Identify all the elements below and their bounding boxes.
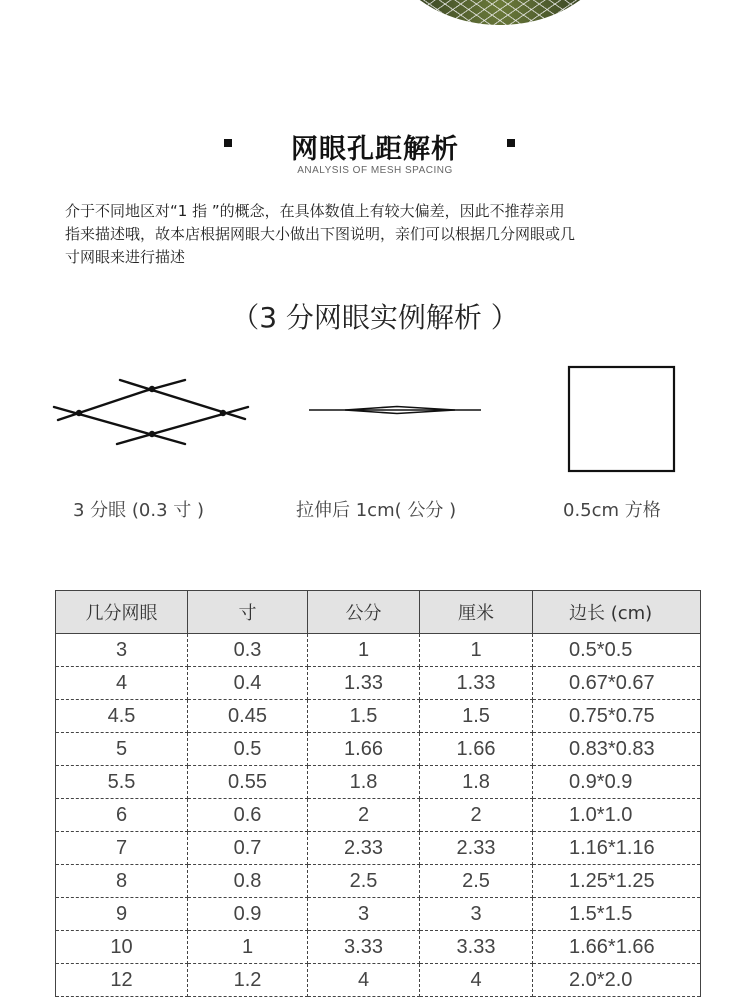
table-cell: 8 <box>56 865 188 898</box>
table-row <box>56 832 701 865</box>
table-cell: 5.5 <box>56 766 188 799</box>
table-cell: 1.16*1.16 <box>533 832 701 865</box>
table-cell: 1 <box>308 634 420 667</box>
table-row <box>56 964 701 997</box>
table-cell: 2.0*2.0 <box>533 964 701 997</box>
table-cell: 4 <box>56 667 188 700</box>
table-cell: 1.33 <box>420 667 533 700</box>
table-cell: 12 <box>56 964 188 997</box>
table-header-row <box>56 591 701 634</box>
table-cell: 1.66 <box>308 733 420 766</box>
table-cell: 1.66 <box>420 733 533 766</box>
diagram-label-stretched: 拉伸后 1cm( 公分 ) <box>296 500 457 521</box>
table-cell: 2.33 <box>308 832 420 865</box>
table-cell: 0.75*0.75 <box>533 700 701 733</box>
table-cell: 2.33 <box>420 832 533 865</box>
table-cell: 1.5 <box>308 700 420 733</box>
table-cell: 1.33 <box>308 667 420 700</box>
mesh-size-table <box>55 590 701 997</box>
title-bullet-right <box>507 139 515 147</box>
table-cell: 3.33 <box>420 931 533 964</box>
intro-paragraph <box>65 200 690 269</box>
table-cell: 3.33 <box>308 931 420 964</box>
table-row <box>56 700 701 733</box>
table-cell: 6 <box>56 799 188 832</box>
diagram-label-mesh: 3 分眼 (0.3 寸 ) <box>73 500 205 521</box>
table-cell: 4 <box>420 964 533 997</box>
table-cell: 1.25*1.25 <box>533 865 701 898</box>
table-cell: 0.5*0.5 <box>533 634 701 667</box>
table-cell: 7 <box>56 832 188 865</box>
section-subtitle: ANALYSIS OF MESH SPACING <box>297 165 453 176</box>
table-cell: 3 <box>420 898 533 931</box>
table-cell: 1.5 <box>420 700 533 733</box>
square-grid-icon <box>567 365 677 473</box>
table-cell: 2.5 <box>420 865 533 898</box>
table-cell: 0.55 <box>188 766 308 799</box>
table-cell: 1 <box>420 634 533 667</box>
table-cell: 9 <box>56 898 188 931</box>
table-cell: 1.66*1.66 <box>533 931 701 964</box>
table-cell: 2.5 <box>308 865 420 898</box>
table-row <box>56 799 701 832</box>
section-title: 网眼孔距解析 <box>291 134 459 165</box>
table-cell: 0.67*0.67 <box>533 667 701 700</box>
table-cell: 2 <box>420 799 533 832</box>
table-cell: 0.7 <box>188 832 308 865</box>
table-cell: 1.0*1.0 <box>533 799 701 832</box>
mesh-diamond-icon <box>50 372 255 452</box>
table-cell: 0.9 <box>188 898 308 931</box>
intro-line: 寸网眼来进行描述 <box>65 248 186 266</box>
table-cell: 0.45 <box>188 700 308 733</box>
stretched-mesh-icon <box>305 400 485 420</box>
table-row <box>56 733 701 766</box>
intro-line: 介于不同地区对“1 指 ”的概念，在具体数值上有较大偏差，因此不推荐亲用 <box>65 202 565 220</box>
table-cell: 1.5*1.5 <box>533 898 701 931</box>
table-cell: 5 <box>56 733 188 766</box>
table-cell: 1.8 <box>308 766 420 799</box>
table-cell: 0.8 <box>188 865 308 898</box>
table-cell: 0.5 <box>188 733 308 766</box>
table-row <box>56 634 701 667</box>
table-cell: 1.8 <box>420 766 533 799</box>
table-cell: 4.5 <box>56 700 188 733</box>
column-header-cun: 寸 <box>188 591 308 634</box>
table-cell: 4 <box>308 964 420 997</box>
diagram-label-square: 0.5cm 方格 <box>563 500 661 521</box>
table-cell: 1.2 <box>188 964 308 997</box>
table-row <box>56 898 701 931</box>
table-cell: 0.9*0.9 <box>533 766 701 799</box>
table-cell: 10 <box>56 931 188 964</box>
column-header-side: 边长 (cm) <box>533 591 701 634</box>
table-cell: 0.83*0.83 <box>533 733 701 766</box>
table-row <box>56 931 701 964</box>
table-row <box>56 766 701 799</box>
section-header <box>0 127 750 165</box>
table-cell: 0.6 <box>188 799 308 832</box>
column-header-mesh: 几分网眼 <box>56 591 188 634</box>
example-heading: （3 分网眼实例解析 ） <box>231 301 519 334</box>
table-row <box>56 865 701 898</box>
intro-line: 指来描述哦，故本店根据网眼大小做出下图说明，亲们可以根据几分网眼或几 <box>65 225 576 243</box>
table-cell: 3 <box>308 898 420 931</box>
table-cell: 0.4 <box>188 667 308 700</box>
table-cell: 0.3 <box>188 634 308 667</box>
column-header-gongfen: 公分 <box>308 591 420 634</box>
table-row <box>56 667 701 700</box>
table-cell: 1 <box>188 931 308 964</box>
net-product-photo <box>380 0 620 25</box>
column-header-cm: 厘米 <box>420 591 533 634</box>
table-cell: 2 <box>308 799 420 832</box>
table-cell: 3 <box>56 634 188 667</box>
